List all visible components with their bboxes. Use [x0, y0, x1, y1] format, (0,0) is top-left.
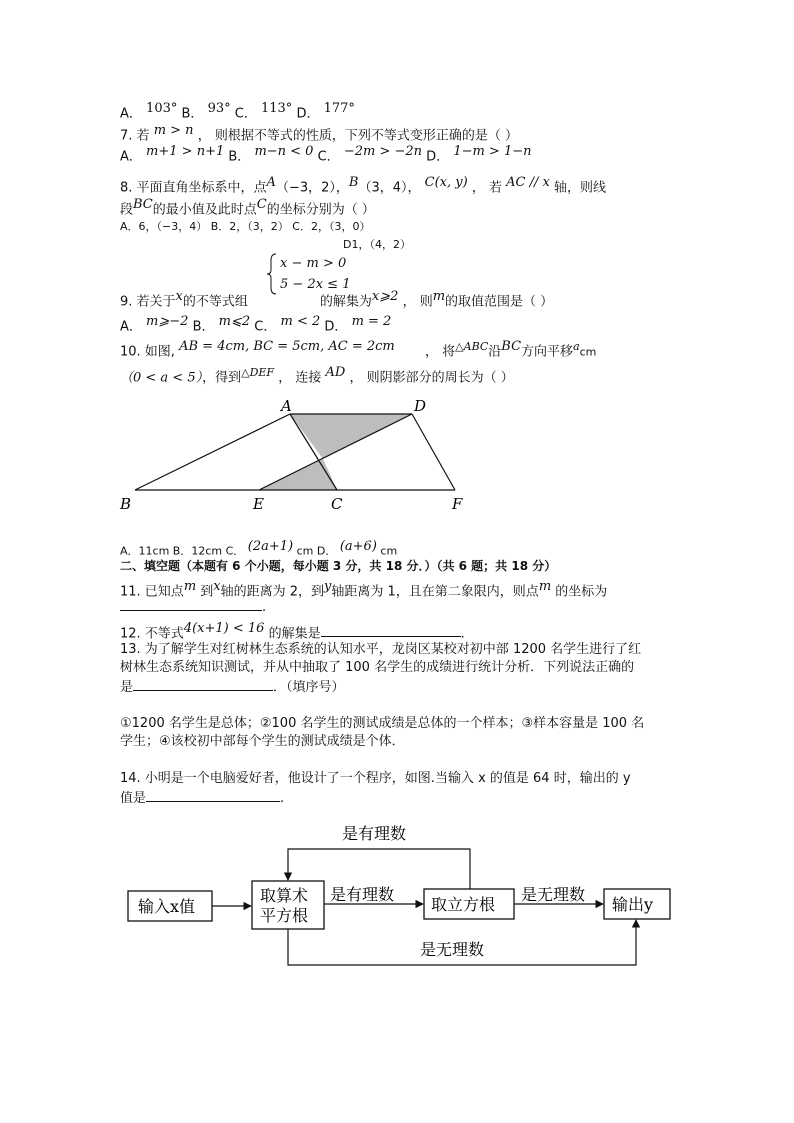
flow-sqrt-label-1: 取算术 [260, 886, 309, 905]
q8-text-a: 8. 平面直角坐标系中，点 [120, 180, 267, 196]
flow-irrational-label: 是无理数 [521, 885, 586, 904]
q7-option-d: 1−m > 1−n [453, 144, 532, 159]
q12-inequality: 4(x+1) < 16 [183, 621, 265, 636]
q10-segment-bc: BC [501, 339, 522, 354]
q13-line1: 13. 为了解学生对红树林生态系统的认知水平，龙岗区某校对初中部 1200 名学生进行了红 [120, 642, 642, 657]
q7-condition: m > n [153, 123, 194, 138]
q10-stem-line2 [120, 364, 514, 387]
q9-text-d: ， 则 [402, 294, 433, 310]
q10-stem-line1 [120, 338, 596, 361]
q8-sep1: ， [335, 180, 349, 196]
q11-axis-x: x [213, 579, 221, 594]
q8-text-c: 轴，则线 [553, 180, 606, 196]
q11-answer-line [120, 597, 266, 617]
q8-stem-line1 [120, 174, 606, 197]
q8-text-f: 的坐标分别为（ ） [266, 202, 375, 218]
q8-option-d: D1，（4，2） [343, 238, 411, 251]
q9-stem [120, 288, 553, 311]
q9-option-d-label: D． [324, 319, 348, 335]
q10-var-a: a [573, 340, 580, 353]
q10-label-c: C [331, 495, 343, 513]
q10-line-df [412, 414, 455, 490]
q10-triangle-abc: △ABC [455, 340, 489, 353]
q8-text-b: ， 若 [471, 180, 502, 196]
q10-text-e: ，得到 [202, 370, 242, 386]
q9-text-e: 的取值范围是（ ） [445, 294, 554, 310]
q8-point-a-coord: （−3，2） [275, 180, 336, 196]
q9-options [120, 313, 391, 336]
q9-solution: x⩾2 [371, 289, 399, 304]
q10-text-d: 方向平移 [521, 344, 574, 360]
q10-text-g: ， 则阴影部分的周长为（ ） [349, 370, 514, 386]
q10-option-c-expr: (2a+1) [247, 539, 294, 554]
q7-option-c-label: C． [317, 149, 340, 165]
q10-option-d-unit: cm [380, 544, 398, 558]
q7-stem [120, 122, 518, 145]
q9-system-line1: x − m > 0 [280, 256, 347, 271]
q8-point-b: B [348, 175, 359, 190]
q6-option-a-label: A． [120, 106, 142, 122]
q14-line1: 14. 小明是一个电脑爱好者，他设计了一个程序，如图.当输入 x 的值是 64 时，输出的 y [120, 771, 631, 786]
q6-option-b-label: B． [181, 106, 204, 122]
q6-options [120, 100, 355, 123]
q8-ac-parallel: AC // x [506, 175, 550, 190]
q8-point-a: A [266, 175, 276, 190]
q7-option-c: −2m > −2n [343, 144, 423, 159]
q13-line2: 树林生态系统知识测试，并从中抽取了 100 名学生的成绩进行统计分析．下列说法正确的 [120, 660, 635, 675]
q7-option-d-label: D． [426, 149, 450, 165]
q10-unit-cm: cm [579, 345, 597, 359]
section2-title: 二、填空题（本题有 6 个小题，每小题 3 分，共 18 分．）（共 6 题；共 18 分） [120, 559, 557, 573]
q10-text-b: ， 将 [425, 344, 456, 360]
q8-text-d: 段 [120, 202, 134, 218]
q11-point-m2: m [538, 579, 552, 594]
q6-option-c-label: C． [234, 106, 257, 122]
q13-text-b: ．（填序号） [273, 680, 345, 695]
q9-var-x: x [175, 289, 183, 304]
q10-label-d: D [414, 397, 427, 415]
q12-text-b: 的解集是 [268, 626, 321, 642]
q10-option-c-unit: cm D． [296, 544, 337, 558]
q7-option-b-label: B． [228, 149, 251, 165]
q13-statement-line1: ①1200 名学生是总体；②100 名学生的测试成绩是总体的一个样本；③样本容量是 100 名 [120, 716, 645, 731]
flow-output-label: 输出y [612, 895, 654, 914]
flow-bottom-loop-label: 是无理数 [420, 940, 485, 959]
q10-label-e: E [253, 495, 264, 513]
q13-statement-line2: 学生；④该校初中部每个学生的测试成绩是个体． [120, 734, 405, 749]
q9-option-a-label: A． [120, 319, 142, 335]
q8-point-c: C(x, y) [424, 175, 468, 190]
q11-text-e: 的坐标为 [555, 584, 608, 600]
q7-option-a: m+1 > n+1 [146, 144, 225, 159]
q9-text-a: 9. 若关于 [120, 294, 176, 310]
q10-shaded-lower [259, 459, 337, 490]
q10-option-d-expr: (a+6) [339, 539, 377, 554]
q6-option-d-label: D． [296, 106, 320, 122]
q10-text-f: ， 连接 [278, 370, 322, 386]
q9-option-c-label: C． [254, 319, 277, 335]
q10-line-ab [135, 414, 290, 490]
q9-option-b-label: B． [192, 319, 215, 335]
q7-option-a-label: A． [120, 149, 142, 165]
q11-end: . [262, 600, 267, 615]
q10-segment-ad: AD [325, 365, 346, 380]
q10-options-ab: A．11cm B．12cm C． [120, 544, 245, 558]
q12-end: . [460, 626, 465, 642]
q13-line3 [120, 677, 345, 697]
q8-stem-line2 [120, 196, 375, 219]
q6-option-d-value: 177° [323, 101, 355, 116]
q7-option-b: m−n < 0 [254, 144, 314, 159]
q8-point-c2: C [256, 197, 267, 212]
q9-system-line2: 5 − 2x ≤ 1 [280, 277, 351, 292]
q9-text-c: 的解集为 [319, 294, 372, 310]
flow-rational-label: 是有理数 [330, 885, 395, 904]
q8-point-b-coord: （3，4） [358, 180, 408, 196]
q11-text-d: 轴距离为 1，且在第二象限内，则点 [331, 584, 539, 600]
q10-given: AB = 4cm, BC = 5cm, AC = 2cm [179, 339, 395, 354]
q8-text-e: 的最小值及此时点 [152, 202, 257, 218]
q6-option-c-value: 113° [260, 101, 293, 116]
q10-range: （0 < a < 5） [120, 370, 203, 386]
q13-answer-blank [133, 677, 273, 691]
q11-text-a: 11. 已知点 [120, 584, 184, 600]
q11-axis-y: y [324, 579, 332, 594]
q9-option-b: m⩽2 [218, 314, 251, 329]
q14-text-a: 值是 [120, 791, 147, 806]
flow-sqrt-label-2: 平方根 [260, 906, 309, 925]
q8-options: A．6，（−3，4） B．2，（3，2） C．2，（3，0） [120, 220, 371, 233]
q6-option-a-value: 103° [146, 101, 178, 116]
q6-option-b-value: 93° [207, 101, 231, 116]
q14-flowchart [120, 815, 680, 975]
q14-line2 [120, 788, 284, 808]
q11-answer-blank [120, 597, 262, 611]
q11-text-b: 到 [200, 584, 214, 600]
q11-text-c: 轴的距离为 2，到 [220, 584, 325, 600]
q12-stem [120, 620, 465, 643]
q10-text-c: 沿 [488, 344, 502, 360]
q9-option-a: m⩾−2 [146, 314, 189, 329]
q11-point-m: m [183, 579, 197, 594]
q14-end: . [280, 791, 285, 806]
q10-triangle-def: △DEF [241, 366, 275, 379]
q10-figure [110, 392, 480, 517]
q10-label-f: F [452, 495, 463, 513]
q12-answer-blank [321, 623, 461, 637]
q9-text-b: 的不等式组 [182, 294, 248, 310]
q8-sep2: ， [407, 180, 421, 196]
q10-label-b: B [120, 495, 132, 513]
flow-top-loop-label: 是有理数 [342, 824, 407, 843]
q10-text-a: 10. 如图, [120, 344, 175, 360]
q7-options [120, 143, 532, 166]
flow-cube-label: 取立方根 [431, 895, 496, 914]
q9-option-d: m = 2 [351, 314, 392, 329]
q9-option-c: m < 2 [280, 314, 321, 329]
q10-label-a: A [281, 397, 292, 415]
q10-shaded-upper [290, 414, 412, 459]
q9-var-m: m [432, 289, 446, 304]
q13-text-a: 是 [120, 680, 134, 695]
q12-text-a: 12. 不等式 [120, 626, 184, 642]
q7-number: 7. 若 [120, 128, 150, 144]
flow-input-label: 输入x值 [138, 897, 196, 916]
q7-text: ， 则根据不等式的性质，下列不等式变形正确的是（ ） [197, 128, 518, 144]
q14-answer-blank [146, 788, 280, 802]
q8-segment-bc: BC [133, 197, 153, 212]
